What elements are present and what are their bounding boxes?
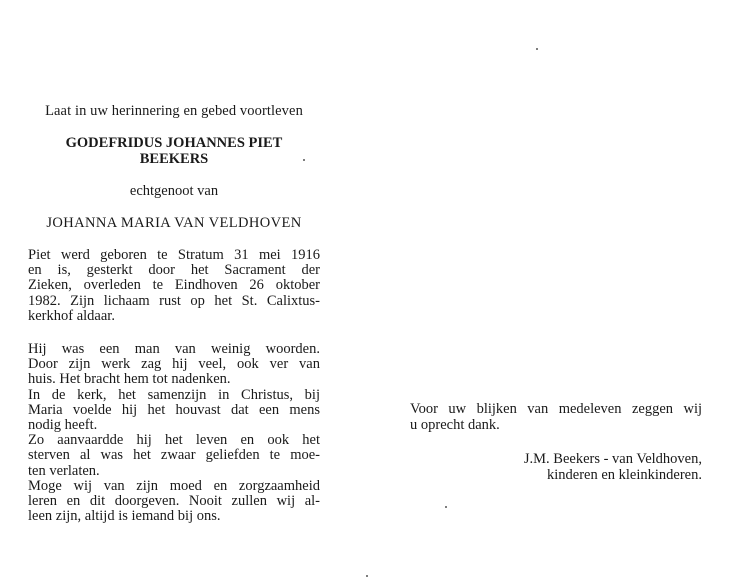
character-line: Maria voelde hij het houvast dat een mens — [28, 401, 320, 418]
character-line: nodig heeft. — [28, 417, 98, 434]
deceased-name — [28, 135, 320, 167]
thanks-paragraph — [410, 401, 702, 433]
character-line: leren en dit doorgeven. Nooit zullen wij al- — [28, 493, 320, 510]
biography-line: Piet werd geboren te Stratum 31 mei 1916 — [28, 247, 320, 263]
character-line: sterven al was het zwaar geliefden te moe- — [28, 447, 320, 464]
biography-line: Zieken, overleden te Eindhoven 26 oktober — [28, 277, 320, 294]
biography-line: kerkhof aldaar. — [28, 307, 115, 324]
signature-line: J.M. Beekers - van Veldhoven, — [523, 451, 702, 467]
signature-line: kinderen en kleinkinderen. — [546, 467, 702, 483]
character-line: leen zijn, altijd is iemand bij ons. — [28, 508, 221, 525]
character-paragraph — [28, 342, 320, 524]
print-speck — [366, 575, 368, 577]
character-line: Zo aanvaardde hij het leven en ook het — [28, 432, 320, 449]
spouse-name: JOHANNA MARIA VAN VELDHOVEN — [46, 215, 302, 231]
intro-text: Laat in uw herinnering en gebed voortleven — [45, 103, 303, 119]
biography-line: en is, gesterkt door het Sacrament der — [28, 262, 320, 279]
print-speck — [445, 506, 447, 508]
print-speck — [536, 48, 538, 50]
left-panel — [28, 103, 320, 524]
character-line: Moge wij van zijn moed en zorgzaamheid — [28, 477, 320, 494]
character-line: Hij was een man van weinig woorden. — [28, 341, 320, 358]
deceased-name-line: GODEFRIDUS JOHANNES PIET — [65, 135, 283, 151]
biography-paragraph — [28, 248, 320, 324]
character-line: ten verlaten. — [28, 462, 100, 479]
print-speck — [303, 159, 305, 161]
thanks-line: u oprecht dank. — [410, 417, 500, 433]
signature — [410, 451, 702, 483]
character-line: Door zijn werk zag hij veel, ook ver van — [28, 356, 320, 373]
character-line: huis. Het bracht hem tot nadenken. — [28, 371, 231, 388]
deceased-name-line: BEEKERS — [139, 151, 209, 167]
character-line: In de kerk, het samenzijn in Christus, bij — [28, 386, 320, 403]
biography-line: 1982. Zijn lichaam rust op het St. Calixtus- — [28, 292, 320, 309]
spouse-label: echtgenoot van — [129, 183, 219, 199]
thanks-line: Voor uw blijken van medeleven zeggen wij — [410, 401, 702, 417]
right-panel — [410, 401, 702, 483]
